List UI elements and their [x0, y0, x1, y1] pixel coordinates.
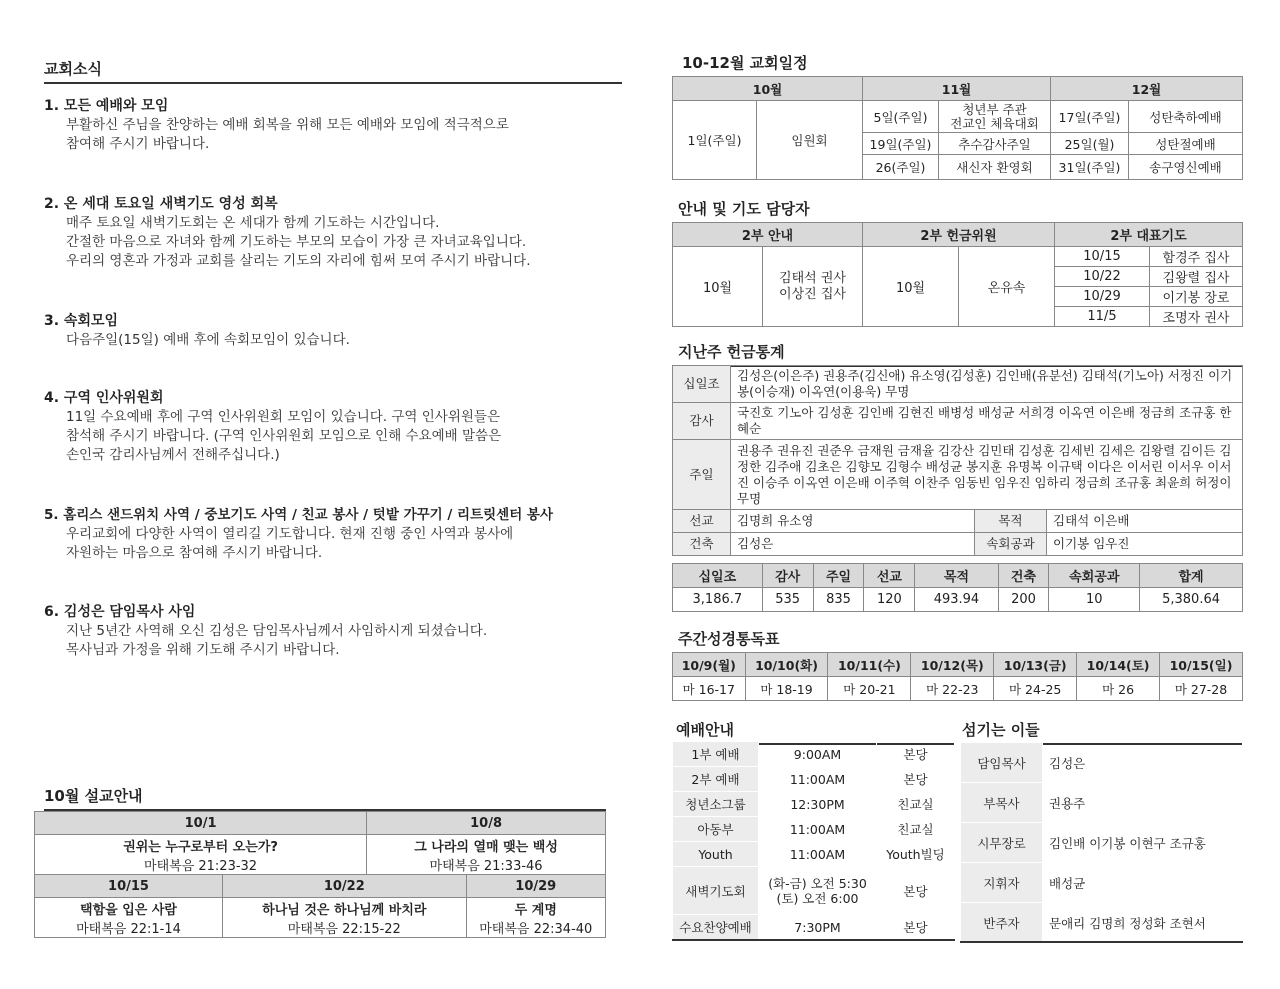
- news-body: 부활하신 주님을 찬양하는 예배 회복을 위해 모든 예배와 모임에 적극적으로 참여해 주시기 바랍니다.: [66, 117, 509, 152]
- reading-passage: 마 16-17: [673, 677, 746, 701]
- totals-value: 120: [864, 588, 915, 612]
- news-body: 다음주일(15일) 예배 후에 속회모임이 있습니다.: [66, 332, 350, 348]
- offering-names: 국진호 기노아 김성훈 김인배 김현진 배병성 배성균 서희경 이옥연 이은배 정금희 조규홍 한혜순: [731, 403, 1243, 440]
- totals-value: 535: [762, 588, 813, 612]
- worship-place: 친교실: [877, 792, 955, 817]
- sermon-name: 택함을 입은 사람: [80, 902, 177, 918]
- servant-role: 담임목사: [961, 743, 1043, 783]
- news-item: [44, 195, 624, 271]
- worship-name: 수요찬양예배: [673, 915, 759, 940]
- sermon-ref: 마태복음 21:23-32: [144, 858, 258, 874]
- worship-name: 1부 예배: [673, 742, 759, 767]
- offering-names: 권용주 권유진 권준우 금재원 금재율 김강산 김민태 김성훈 김세빈 김세은 김왕렬 김이든 김정한 김주애 김초은 김향모 김형수 배성균 봉지훈 유명복 이규택 이다은 이서린 이서우 이서진 이승주 이옥연 이은배 이주혁 이찬주 임동빈 임우진 임하리 정금희 조규홍 최윤희 허정이 무명: [731, 440, 1243, 510]
- news-body: 우리교회에 다양한 사역이 열리길 기도합니다. 현재 진행 중인 사역과 봉사에 자원하는 마음으로 참여해 주시기 바랍니다.: [66, 526, 514, 561]
- sermon-name: 권위는 누구로부터 오는가?: [123, 839, 278, 855]
- totals-header: 선교: [864, 564, 915, 588]
- reading-date: 10/9(월): [673, 653, 746, 677]
- sermon-date: 10/8: [367, 812, 606, 835]
- worship-name: Youth: [673, 842, 759, 867]
- prayer-name: 김왕렬 집사: [1150, 267, 1243, 287]
- schedule-date: 19일(주일): [863, 133, 939, 155]
- sermon-name: 두 계명: [514, 902, 557, 918]
- news-heading: 5. 홈리스 샌드위치 사역 / 중보기도 사역 / 친교 봉사 / 텃밭 가꾸기 / 리트릿센터 봉사: [44, 507, 554, 523]
- prayer-name: 함경주 집사: [1150, 247, 1243, 267]
- news-heading: 4. 구역 인사위원회: [44, 390, 164, 406]
- reading-date: 10/10(화): [745, 653, 828, 677]
- totals-value: 835: [813, 588, 864, 612]
- worship-name: 아동부: [673, 817, 759, 842]
- totals-value: 5,380.64: [1140, 588, 1243, 612]
- offering-label: 십일조: [673, 366, 731, 403]
- servants-title: 섬기는 이들: [962, 719, 1243, 745]
- duty-title: 안내 및 기도 담당자: [678, 198, 1242, 224]
- reading-date: 10/13(금): [994, 653, 1077, 677]
- worship-time-line: (토) 오전 6:00: [776, 890, 859, 906]
- duty-guide-name: 김태석 권사: [779, 270, 846, 286]
- sermon-date: 10/1: [35, 812, 367, 835]
- servant-role: 시무장로: [961, 823, 1043, 863]
- worship-name: 2부 예배: [673, 767, 759, 792]
- schedule-month: 11월: [863, 77, 1051, 101]
- duty-header: 2부 헌금위원: [863, 223, 1055, 247]
- schedule-table: [672, 76, 1243, 180]
- news-heading: 3. 속회모임: [44, 313, 119, 329]
- news-body: 11일 수요예배 후에 구역 인사위원회 모임이 있습니다. 구역 인사위원들은 참석해 주시기 바랍니다. (구역 인사위원회 모임으로 인해 수요예배 말씀은 손인국 감리사님께서 전해주십니다.): [66, 409, 502, 463]
- sermon-table: [34, 811, 606, 938]
- worship-place: 본당: [877, 742, 955, 767]
- totals-value: 3,186.7: [673, 588, 763, 612]
- schedule-month: 12월: [1051, 77, 1243, 101]
- worship-time: 9:00AM: [759, 742, 877, 767]
- offering-table: [672, 365, 1243, 556]
- prayer-name: 조명자 권사: [1150, 307, 1243, 327]
- worship-name: 청년소그룹: [673, 792, 759, 817]
- offering-label: 선교: [673, 510, 731, 533]
- offering-label: 건축: [673, 533, 731, 556]
- reading-passage: 마 20-21: [828, 677, 911, 701]
- sermon-cell: [466, 898, 605, 938]
- worship-place: 본당: [877, 867, 955, 915]
- totals-header: 목적: [915, 564, 998, 588]
- sermon-ref: 마태복음 22:1-14: [76, 921, 181, 937]
- schedule-date: 26(주일): [863, 155, 939, 180]
- servant-names: 김인배 이기봉 이현구 조규홍: [1043, 823, 1243, 863]
- totals-header: 주일: [813, 564, 864, 588]
- schedule-event: 임원회: [757, 101, 863, 180]
- sermon-cell: [367, 835, 606, 875]
- schedule-event-line: 청년부 주관: [962, 101, 1027, 117]
- reading-date: 10/14(토): [1077, 653, 1160, 677]
- prayer-date: 11/5: [1055, 307, 1150, 327]
- servant-names: 문애리 김명희 정성화 조현서: [1043, 903, 1243, 943]
- sermon-ref: 마태복음 22:34-40: [479, 921, 593, 937]
- duty-header: 2부 안내: [673, 223, 863, 247]
- reading-passage: 마 27-28: [1160, 677, 1243, 701]
- news-item: [44, 506, 644, 563]
- schedule-event: 송구영신예배: [1129, 155, 1243, 180]
- sermon-ref: 마태복음 22:15-22: [287, 921, 401, 937]
- schedule-date: 17일(주일): [1051, 101, 1129, 133]
- reading-passage: 마 18-19: [745, 677, 828, 701]
- sermon-date: 10/15: [35, 875, 223, 898]
- offering-names: 김성은: [731, 533, 975, 556]
- totals-header: 속회공과: [1049, 564, 1140, 588]
- news-body: 매주 토요일 새벽기도회는 온 세대가 함께 기도하는 시간입니다. 간절한 마음으로 자녀와 함께 기도하는 부모의 모습이 가장 큰 자녀교육입니다. 우리의 영혼과 가정과 교회를 살리는 기도의 자리에 힘써 모여 주시기 바랍니다.: [66, 215, 531, 269]
- worship-table: [672, 741, 955, 940]
- totals-header: 십일조: [673, 564, 763, 588]
- sermon-name: 하나님 것은 하나님께 바치라: [262, 902, 427, 918]
- offering-names: 김태석 이은배: [1047, 510, 1243, 533]
- offering-label: 목적: [975, 510, 1047, 533]
- news-item: [44, 603, 624, 660]
- schedule-event: 성탄절예배: [1129, 133, 1243, 155]
- servant-role: 부목사: [961, 783, 1043, 823]
- schedule-title: 10-12월 교회일정: [682, 52, 1242, 78]
- news-body: 지난 5년간 사역해 오신 김성은 담임목사님께서 사임하시게 되셨습니다. 목사님과 가정을 위해 기도해 주시기 바랍니다.: [66, 623, 488, 658]
- worship-time: 11:00AM: [759, 767, 877, 792]
- reading-date: 10/11(수): [828, 653, 911, 677]
- totals-value: 493.94: [915, 588, 998, 612]
- servant-names: 김성은: [1043, 743, 1243, 783]
- offering-title: 지난주 헌금통계: [678, 341, 1242, 367]
- sermon-cell: [35, 898, 223, 938]
- worship-time-line: (화-금) 오전 5:30: [768, 875, 867, 891]
- reading-table: [672, 652, 1243, 701]
- sermon-date: 10/29: [466, 875, 605, 898]
- offering-label: 속회공과: [975, 533, 1047, 556]
- sermon-title: 10월 설교안내: [44, 785, 606, 811]
- schedule-event: [939, 101, 1051, 133]
- worship-place: 본당: [877, 767, 955, 792]
- servant-names: 권용주: [1043, 783, 1243, 823]
- duty-guide-name: 이상진 집사: [779, 286, 846, 302]
- totals-header: 감사: [762, 564, 813, 588]
- duty-month: 10월: [673, 247, 763, 327]
- servant-names: 배성균: [1043, 863, 1243, 903]
- worship-place: Youth빌딩: [877, 842, 955, 867]
- worship-time: 11:00AM: [759, 817, 877, 842]
- schedule-event-line: 전교인 체육대회: [950, 115, 1039, 131]
- offering-names: 김명희 유소영: [731, 510, 975, 533]
- totals-header: 건축: [998, 564, 1049, 588]
- reading-passage: 마 22-23: [911, 677, 994, 701]
- news-heading: 1. 모든 예배와 모임: [44, 98, 169, 114]
- worship-place: 친교실: [877, 817, 955, 842]
- prayer-date: 10/22: [1055, 267, 1150, 287]
- schedule-month: 10월: [673, 77, 863, 101]
- schedule-event: 성탄축하예배: [1129, 101, 1243, 133]
- duty-guide-names: [763, 247, 863, 327]
- duty-offering-name: 온유속: [959, 247, 1055, 327]
- schedule-date: 25일(월): [1051, 133, 1129, 155]
- offering-totals-table: [672, 563, 1243, 612]
- sermon-cell: [35, 835, 367, 875]
- offering-label: 주일: [673, 440, 731, 510]
- news-heading: 2. 온 세대 토요일 새벽기도 영성 회복: [44, 196, 278, 212]
- sermon-ref: 마태복음 21:33-46: [429, 858, 543, 874]
- worship-time: [759, 867, 877, 915]
- schedule-date: 5일(주일): [863, 101, 939, 133]
- duty-month: 10월: [863, 247, 959, 327]
- news-item: [44, 97, 624, 154]
- worship-place: 본당: [877, 915, 955, 940]
- sermon-name: 그 나라의 열매 맺는 백성: [414, 839, 558, 855]
- reading-date: 10/12(목): [911, 653, 994, 677]
- servant-role: 반주자: [961, 903, 1043, 943]
- schedule-event: 추수감사주일: [939, 133, 1051, 155]
- offering-names: 이기봉 임우진: [1047, 533, 1243, 556]
- duty-header: 2부 대표기도: [1055, 223, 1243, 247]
- offering-label: 감사: [673, 403, 731, 440]
- news-title: 교회소식: [44, 58, 622, 84]
- duty-table: [672, 222, 1243, 327]
- worship-time: 7:30PM: [759, 915, 877, 940]
- news-heading: 6. 김성은 담임목사 사임: [44, 604, 196, 620]
- totals-value: 10: [1049, 588, 1140, 612]
- schedule-date: 31일(주일): [1051, 155, 1129, 180]
- reading-passage: 마 24-25: [994, 677, 1077, 701]
- news-item: [44, 312, 624, 350]
- servants-divider: [960, 941, 1243, 943]
- servant-role: 지휘자: [961, 863, 1043, 903]
- reading-title: 주간성경통독표: [678, 628, 1242, 654]
- reading-date: 10/15(일): [1160, 653, 1243, 677]
- worship-time: 12:30PM: [759, 792, 877, 817]
- worship-name: 새벽기도회: [673, 867, 759, 915]
- prayer-name: 이기봉 장로: [1150, 287, 1243, 307]
- schedule-event: 새신자 환영회: [939, 155, 1051, 180]
- schedule-date: 1일(주일): [673, 101, 757, 180]
- worship-title: 예배안내: [676, 719, 954, 745]
- news-item: [44, 389, 624, 465]
- worship-divider: [672, 939, 955, 941]
- reading-passage: 마 26: [1077, 677, 1160, 701]
- totals-header: 합계: [1140, 564, 1243, 588]
- prayer-date: 10/15: [1055, 247, 1150, 267]
- servants-table: [960, 742, 1243, 943]
- worship-time: 11:00AM: [759, 842, 877, 867]
- sermon-cell: [223, 898, 467, 938]
- prayer-date: 10/29: [1055, 287, 1150, 307]
- offering-names: 김성은(이은주) 권용주(김신애) 유소영(김성훈) 김인배(유분선) 김태석(기노아) 서정진 이기봉(이승재) 이옥연(이용욱) 무명: [731, 366, 1243, 403]
- sermon-date: 10/22: [223, 875, 467, 898]
- totals-value: 200: [998, 588, 1049, 612]
